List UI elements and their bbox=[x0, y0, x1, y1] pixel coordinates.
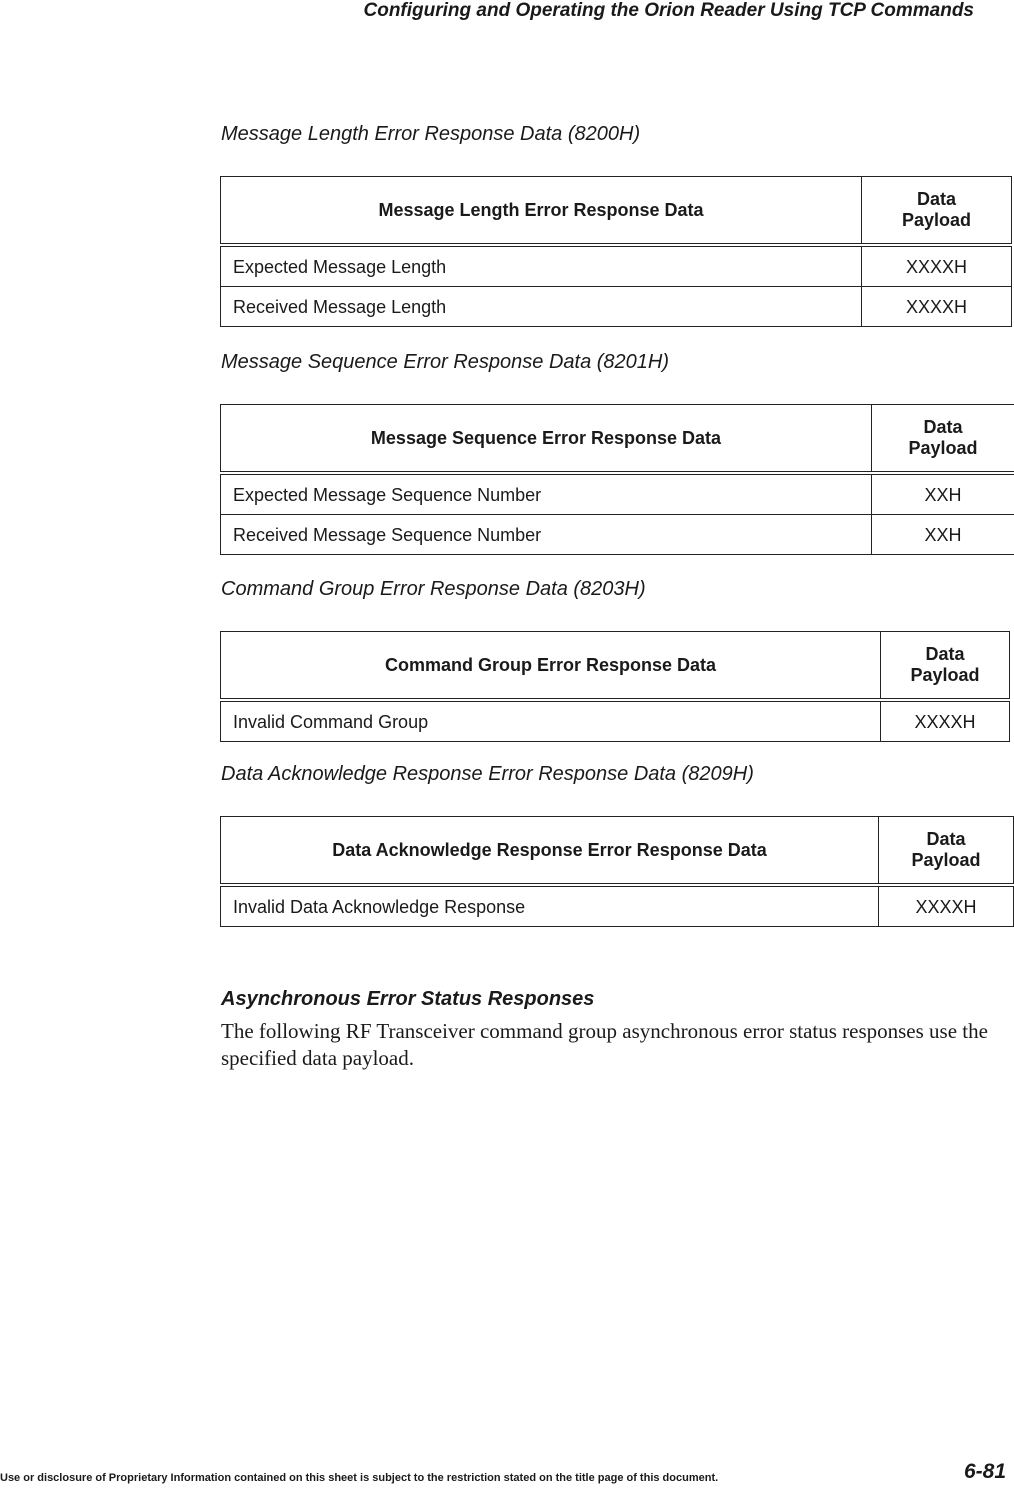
section-caption-8209h: Data Acknowledge Response Error Response Data (8209H) bbox=[221, 763, 754, 785]
row-payload: XXXXH bbox=[879, 885, 1014, 927]
table-row bbox=[221, 245, 1012, 287]
section-caption-8201h: Message Sequence Error Response Data (8201H) bbox=[221, 351, 670, 373]
data-acknowledge-error-table bbox=[220, 816, 1014, 927]
row-payload: XXH bbox=[872, 473, 1014, 515]
async-section-body: The following RF Transceiver command group asynchronous error status responses use the specified data payload. bbox=[221, 1019, 988, 1070]
section-caption-8200h: Message Length Error Response Data (8200H) bbox=[221, 123, 641, 145]
table-header-row bbox=[221, 177, 1012, 246]
table-header-row bbox=[221, 405, 1014, 474]
row-payload: XXXXH bbox=[862, 245, 1012, 287]
row-payload: XXXXH bbox=[881, 700, 1010, 742]
page-number: 6-81 bbox=[963, 1460, 1006, 1483]
table-row bbox=[221, 885, 1014, 927]
section-caption-8203h: Command Group Error Response Data (8203H) bbox=[221, 578, 646, 600]
row-payload: XXH bbox=[872, 515, 1014, 555]
message-length-error-table bbox=[220, 176, 1012, 327]
async-section-heading: Asynchronous Error Status Responses bbox=[221, 988, 595, 1010]
table-row bbox=[221, 700, 1010, 742]
column-header-data-payload bbox=[881, 632, 1010, 701]
table-header-row bbox=[221, 632, 1010, 701]
row-label: Expected Message Sequence Number bbox=[221, 473, 872, 515]
header-line-data: Data bbox=[926, 829, 966, 849]
header-line-data: Data bbox=[923, 417, 963, 437]
table-row bbox=[221, 473, 1014, 515]
row-label: Invalid Command Group bbox=[221, 700, 881, 742]
column-header-description: Data Acknowledge Response Error Response Data bbox=[221, 817, 879, 886]
column-header-description: Command Group Error Response Data bbox=[221, 632, 881, 701]
header-line-payload: Payload bbox=[910, 665, 980, 685]
proprietary-notice: Use or disclosure of Proprietary Information contained on this sheet is subject to the restriction stated on the title page of this document. bbox=[0, 1472, 719, 1484]
table-header-row bbox=[221, 817, 1014, 886]
column-header-description: Message Length Error Response Data bbox=[221, 177, 862, 246]
column-header-data-payload bbox=[862, 177, 1012, 246]
header-line-data: Data bbox=[916, 189, 956, 209]
table-row bbox=[221, 515, 1014, 555]
message-sequence-error-table bbox=[220, 404, 1014, 555]
column-header-description: Message Sequence Error Response Data bbox=[221, 405, 872, 474]
header-line-payload: Payload bbox=[908, 438, 978, 458]
command-group-error-table bbox=[220, 631, 1010, 742]
header-line-payload: Payload bbox=[911, 850, 981, 870]
column-header-data-payload bbox=[872, 405, 1014, 474]
header-line-data: Data bbox=[925, 644, 965, 664]
row-label: Expected Message Length bbox=[221, 245, 862, 287]
row-payload: XXXXH bbox=[862, 287, 1012, 327]
table-row bbox=[221, 287, 1012, 327]
row-label: Invalid Data Acknowledge Response bbox=[221, 885, 879, 927]
running-header: Configuring and Operating the Orion Reader Using TCP Commands bbox=[363, 0, 974, 21]
column-header-data-payload bbox=[879, 817, 1014, 886]
row-label: Received Message Sequence Number bbox=[221, 515, 872, 555]
row-label: Received Message Length bbox=[221, 287, 862, 327]
header-line-payload: Payload bbox=[901, 210, 972, 230]
